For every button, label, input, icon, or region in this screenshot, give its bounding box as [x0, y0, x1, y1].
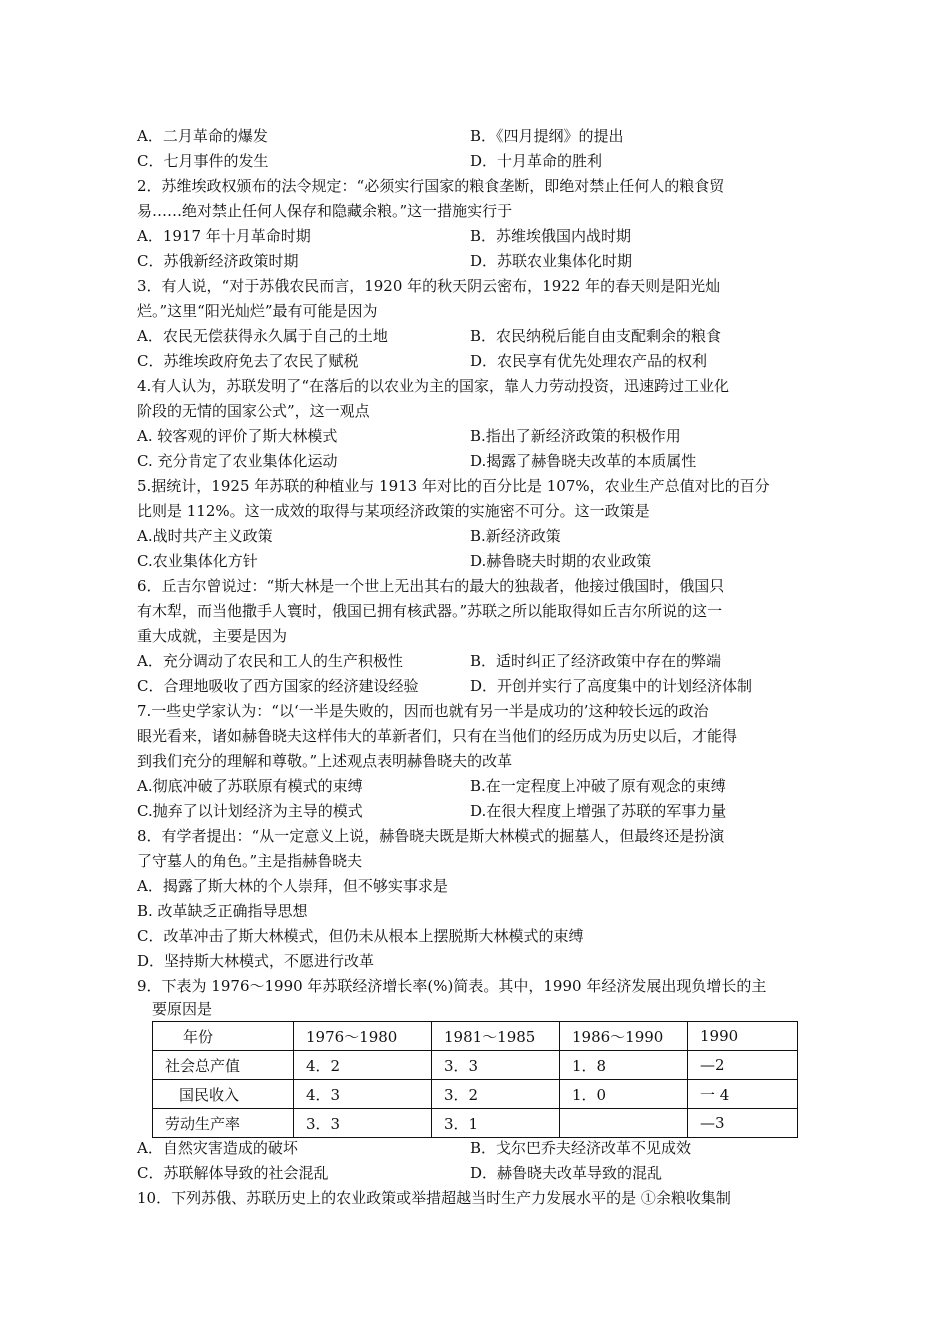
q7-option-d: D.在很大程度上增强了苏联的军事力量 [470, 802, 727, 820]
q3-option-d: D．农民享有优先处理农产品的权利 [470, 352, 708, 370]
q9-option-a: A．自然灾害造成的破坏 [137, 1139, 298, 1157]
q2-stem-line-1: 2．苏维埃政权颁布的法令规定：“必须实行国家的粮食垄断，即绝对禁止任何人的粮食贸 [137, 177, 725, 195]
table-row [153, 1109, 798, 1138]
table-row [153, 1051, 798, 1080]
q7-stem-line-1: 7.一些史学家认为：“以‘一半是失败的，因而也就有另一半是成功的’这种较长远的政治 [137, 702, 709, 720]
q4-stem-line-2: 阶段的无情的国家公式”，这一观点 [137, 402, 370, 420]
q5-stem-line-1: 5.据统计，1925 年苏联的种植业与 1913 年对比的百分比是 107%，农业生产总值对比的百分 [137, 477, 770, 495]
q9-option-d: D．赫鲁晓夫改革导致的混乱 [470, 1164, 663, 1182]
table-cell: 4．3 [294, 1080, 432, 1109]
table-cell: 4．2 [294, 1051, 432, 1080]
table-cell: 1．0 [560, 1080, 688, 1109]
q7-stem-line-2: 眼光看来，诸如赫鲁晓夫这样伟大的革新者们，只有在当他们的经历成为历史以后，才能得 [137, 727, 738, 745]
q8-option-a: A．揭露了斯大林的个人崇拜，但不够实事求是 [137, 877, 448, 895]
q1-option-a: A．二月革命的爆发 [137, 127, 268, 145]
q2-option-a: A．1917 年十月革命时期 [137, 227, 311, 245]
q6-option-c: C．合理地吸收了西方国家的经济建设经验 [137, 677, 419, 695]
q4-option-d: D.揭露了赫鲁晓夫改革的本质属性 [470, 452, 697, 470]
q6-option-a: A．充分调动了农民和工人的生产积极性 [137, 652, 403, 670]
q2-option-b: B．苏维埃俄国内战时期 [470, 227, 632, 245]
q5-option-d: D.赫鲁晓夫时期的农业政策 [470, 552, 652, 570]
q2-option-c: C．苏俄新经济政策时期 [137, 252, 299, 270]
q2-stem-line-2: 易……绝对禁止任何人保存和隐藏余粮。”这一措施实行于 [137, 202, 513, 220]
q8-option-b: B. 改革缺乏正确指导思想 [137, 902, 308, 920]
q5-option-c: C.农业集体化方针 [137, 552, 258, 570]
table-cell: 3．1 [432, 1109, 560, 1138]
q6-stem-line-2: 有木犁，而当他撒手人寰时，俄国已拥有核武器。”苏联之所以能取得如丘吉尔所说的这一 [137, 602, 723, 620]
table-header-cell: 年份 [153, 1022, 294, 1051]
q10-stem-line-1: 10．下列苏俄、苏联历史上的农业政策或举措超越当时生产力发展水平的是 ①余粮收集制 [137, 1189, 731, 1207]
table-cell: 劳动生产率 [153, 1109, 294, 1138]
q9-option-b: B．戈尔巴乔夫经济改革不见成效 [470, 1139, 692, 1157]
q3-stem-line-2: 烂。”这里“阳光灿烂”最有可能是因为 [137, 302, 378, 320]
q3-option-b: B．农民纳税后能自由支配剩余的粮食 [470, 327, 722, 345]
q5-option-b: B.新经济政策 [470, 527, 561, 545]
q9-stem-line-2: 要原因是 [152, 1000, 213, 1018]
q9-stem-line-1: 9．下表为 1976～1990 年苏联经济增长率(%)简表。其中，1990 年经济发展出现负增长的主 [137, 977, 767, 995]
table-header-cell: 1976～1980 [294, 1022, 432, 1051]
q7-option-b: B.在一定程度上冲破了原有观念的束缚 [470, 777, 726, 795]
economic-growth-table [152, 1021, 798, 1138]
table-cell: 1．8 [560, 1051, 688, 1080]
q1-option-c: C．七月事件的发生 [137, 152, 269, 170]
table-cell: 3．2 [432, 1080, 560, 1109]
q8-stem-line-1: 8．有学者提出：“从一定意义上说，赫鲁晓夫既是斯大林模式的掘墓人，但最终还是扮演 [137, 827, 725, 845]
table-cell: —3 [688, 1109, 798, 1138]
q4-option-b: B.指出了新经济政策的积极作用 [470, 427, 681, 445]
q9-option-c: C．苏联解体导致的社会混乱 [137, 1164, 329, 1182]
q7-option-a: A.彻底冲破了苏联原有模式的束缚 [137, 777, 363, 795]
q7-option-c: C.抛弃了以计划经济为主导的模式 [137, 802, 363, 820]
q1-option-b: B．《四月提纲》的提出 [470, 127, 624, 145]
table-cell: 一 4 [688, 1080, 798, 1109]
table-cell: 社会总产值 [153, 1051, 294, 1080]
table-header-cell: 1986～1990 [560, 1022, 688, 1051]
q4-stem-line-1: 4.有人认为，苏联发明了“在落后的以农业为主的国家，靠人力劳动投资，迅速跨过工业化 [137, 377, 729, 395]
table-row [153, 1080, 798, 1109]
q3-stem-line-1: 3．有人说，“对于苏俄农民而言，1920 年的秋天阴云密布，1922 年的春天则是阳光灿 [137, 277, 721, 295]
table-cell [560, 1109, 688, 1138]
q4-option-c: C. 充分肯定了农业集体化运动 [137, 452, 338, 470]
q5-option-a: A.战时共产主义政策 [137, 527, 273, 545]
q8-option-c: C．改革冲击了斯大林模式，但仍未从根本上摆脱斯大林模式的束缚 [137, 927, 584, 945]
q8-option-d: D．坚持斯大林模式，不愿进行改革 [137, 952, 375, 970]
q6-stem-line-3: 重大成就，主要是因为 [137, 627, 288, 645]
q4-option-a: A. 较客观的评价了斯大林模式 [137, 427, 338, 445]
q8-stem-line-2: 了守墓人的角色。”主是指赫鲁晓夫 [137, 852, 363, 870]
table-cell: 3．3 [432, 1051, 560, 1080]
q6-option-b: B．适时纠正了经济政策中存在的弊端 [470, 652, 722, 670]
q1-option-d: D．十月革命的胜利 [470, 152, 603, 170]
q3-option-a: A．农民无偿获得永久属于自己的土地 [137, 327, 388, 345]
q6-option-d: D．开创并实行了高度集中的计划经济体制 [470, 677, 753, 695]
q7-stem-line-3: 到我们充分的理解和尊敬。”上述观点表明赫鲁晓夫的改革 [137, 752, 513, 770]
table-cell: 国民收入 [153, 1080, 294, 1109]
q2-option-d: D．苏联农业集体化时期 [470, 252, 633, 270]
table-cell: —2 [688, 1051, 798, 1080]
table-header-row [153, 1022, 798, 1051]
table-cell: 3．3 [294, 1109, 432, 1138]
table-header-cell: 1981～1985 [432, 1022, 560, 1051]
q3-option-c: C．苏维埃政府免去了农民了赋税 [137, 352, 359, 370]
q5-stem-line-2: 比则是 112%。这一成效的取得与某项经济政策的实施密不可分。这一政策是 [137, 502, 650, 520]
table-header-cell: 1990 [688, 1022, 798, 1051]
q6-stem-line-1: 6．丘吉尔曾说过：“斯大林是一个世上无出其右的最大的独裁者，他接过俄国时，俄国只 [137, 577, 725, 595]
